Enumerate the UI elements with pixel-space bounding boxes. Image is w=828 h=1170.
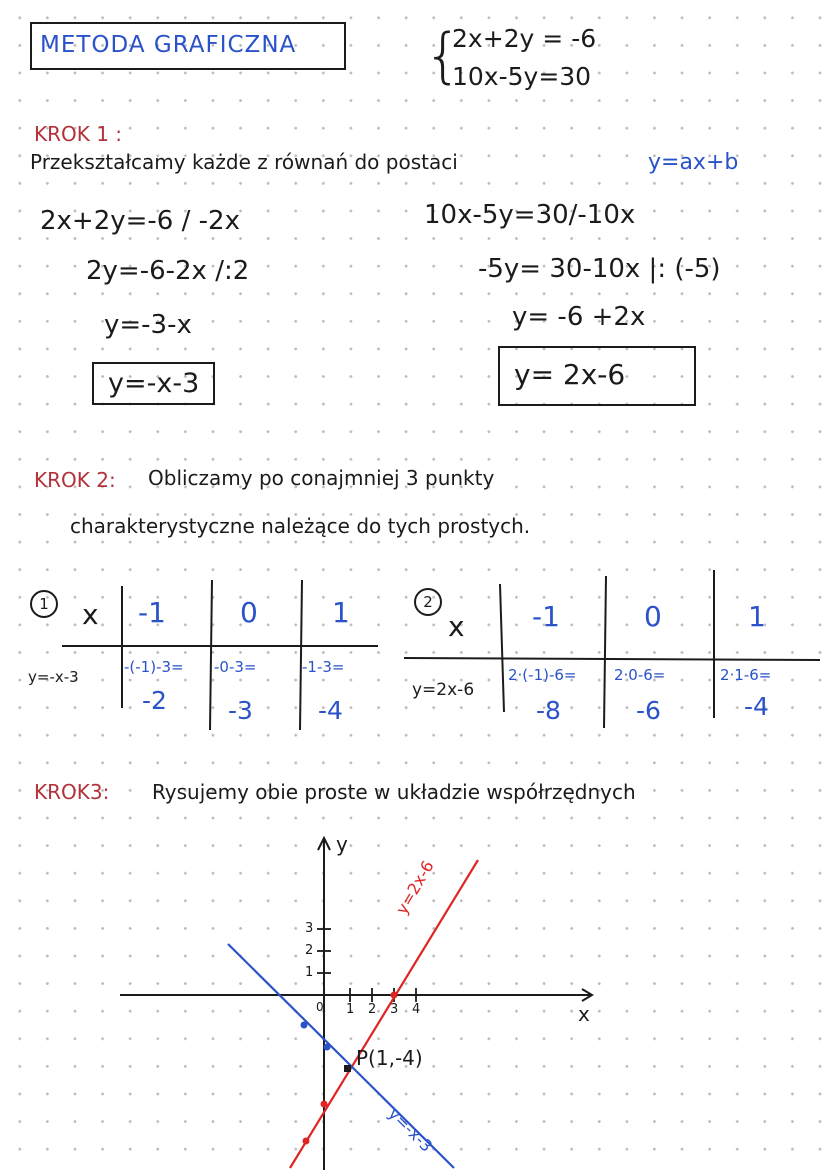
table2-calc: 2·(-1)-6= — [508, 666, 577, 684]
x-tick-label: 3 — [390, 1002, 399, 1017]
red-point — [391, 992, 398, 999]
blue-point — [324, 1044, 331, 1051]
table1-result: -2 — [142, 686, 167, 715]
table1-x-value: -1 — [138, 596, 166, 629]
table2-grid — [404, 570, 820, 728]
table2-x-value: 1 — [748, 600, 766, 633]
step1-left-line-2: 2y=-6-2x /:2 — [86, 256, 250, 286]
step1-right-result: y= 2x-6 — [498, 346, 696, 406]
origin-label: 0 — [316, 1000, 324, 1014]
table2-x-value: 0 — [644, 600, 662, 633]
table1-grid — [62, 580, 378, 730]
step1-heading: KROK 1 : — [34, 122, 123, 146]
graph-axes — [120, 838, 592, 1170]
blue-point — [301, 1022, 308, 1029]
table1-number: 1 — [30, 590, 58, 618]
system-equation-1: 2x+2y = -6 — [452, 24, 597, 53]
table1-x-value: 0 — [240, 596, 258, 629]
table1-calc: -(-1)-3= — [124, 658, 184, 676]
blue-line-label: y=-x-3 — [384, 1104, 437, 1156]
table2-x-value: -1 — [532, 600, 560, 633]
step1-right-line-3: y= -6 +2x — [512, 302, 646, 332]
step3-text: Rysujemy obie proste w układzie współrzędnych — [152, 780, 636, 804]
table2-calc: 2·1-6= — [720, 666, 772, 684]
system-brace: { — [424, 21, 463, 91]
red-line — [290, 860, 478, 1168]
table1-result: -3 — [228, 696, 253, 725]
red-line-label: y=2x-6 — [392, 857, 438, 918]
table2-result: -8 — [536, 696, 561, 725]
red-point — [303, 1138, 310, 1145]
step1-text: Przekształcamy każde z równań do postaci — [30, 150, 458, 174]
table2-result: -6 — [636, 696, 661, 725]
x-tick-label: 1 — [346, 1002, 355, 1017]
table2-x-label: x — [448, 610, 465, 643]
step1-left-result: y=-x-3 — [92, 362, 215, 405]
x-tick-label: 2 — [368, 1002, 377, 1017]
red-point — [321, 1101, 328, 1108]
table2-y-label: y=2x-6 — [412, 680, 475, 700]
y-tick-label: 1 — [305, 965, 314, 980]
step3-heading: KROK3: — [34, 780, 110, 804]
step1-form: y=ax+b — [648, 150, 739, 175]
page-title: METODA GRAFICZNA — [30, 22, 346, 70]
x-axis-label: x — [578, 1002, 590, 1026]
table1-calc: -1-3= — [302, 658, 345, 676]
step2-text-line-2: charakterystyczne należące do tych prostych. — [70, 514, 531, 538]
table2-calc: 2·0-6= — [614, 666, 666, 684]
table1-x-value: 1 — [332, 596, 350, 629]
step1-left-line-1: 2x+2y=-6 / -2x — [40, 206, 240, 236]
step2-text-line-1: Obliczamy po conajmniej 3 punkty — [148, 466, 495, 490]
y-tick-label: 2 — [305, 943, 314, 958]
step1-left-line-3: y=-3-x — [104, 310, 192, 340]
table1-y-label: y=-x-3 — [28, 668, 79, 686]
graph-ticks — [317, 929, 416, 1002]
table1-x-label: x — [82, 598, 99, 631]
y-axis-label: y — [336, 832, 348, 856]
step1-right-line-1: 10x-5y=30/-10x — [424, 200, 636, 230]
system-equation-2: 10x-5y=30 — [452, 62, 592, 91]
table1-result: -4 — [318, 696, 343, 725]
step2-heading: KROK 2: — [34, 468, 116, 492]
step1-right-line-2: -5y= 30-10x |: (-5) — [478, 254, 721, 284]
intersection-point — [344, 1065, 351, 1072]
table2-result: -4 — [744, 692, 769, 721]
intersection-label: P(1,-4) — [356, 1046, 423, 1070]
y-tick-label: 3 — [305, 921, 314, 936]
table1-calc: -0-3= — [214, 658, 257, 676]
x-tick-label: 4 — [412, 1002, 421, 1017]
table2-number: 2 — [414, 588, 442, 616]
